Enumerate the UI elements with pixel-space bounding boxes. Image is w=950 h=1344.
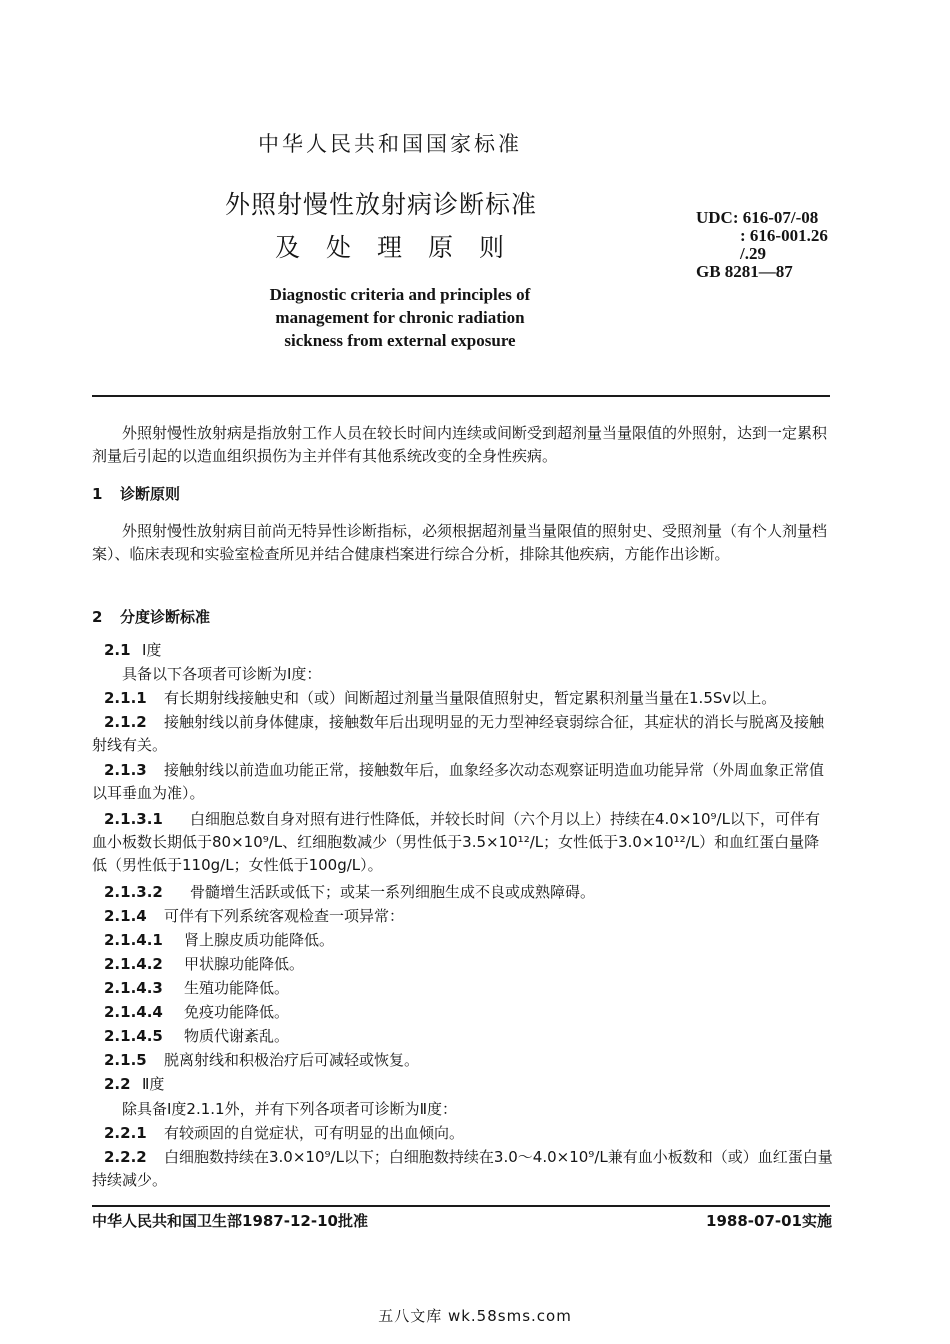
- item-text: 有较顽固的自觉症状，可有明显的出血倾向。: [164, 1124, 465, 1142]
- item-number: 2.1.4.2: [104, 955, 163, 973]
- list-item: [92, 1073, 834, 1096]
- item-number: 2.1.4.5: [104, 1027, 163, 1045]
- list-item: [92, 759, 834, 805]
- list-item: [92, 1025, 834, 1048]
- section2-number: 2: [92, 608, 103, 626]
- footer-divider: [92, 1205, 830, 1207]
- list-item: [92, 808, 834, 877]
- item-number: 2.1: [104, 641, 131, 659]
- approval-line: 中华人民共和国卫生部1987-12-10批准: [92, 1212, 368, 1230]
- item-number: 2.2: [104, 1075, 131, 1093]
- list-item: [92, 1098, 834, 1121]
- document-title-line2: 及处理原则: [275, 233, 531, 262]
- item-text: 白细胞总数自身对照有进行性降低，并较长时间（六个月以上）持续在4.0×10⁹/L以下，可伴有血小板数长期低于80×10⁹/L、红细胞数减少（男性低于3.5×10¹²/L；女性低于3.0×10¹²/L）和血红蛋白量降低（男性低于110g/L；女性低于100g/L）。: [92, 810, 820, 874]
- site-watermark: 五八文库 wk.58sms.com: [378, 1307, 572, 1325]
- item-number: 2.1.1: [104, 689, 147, 707]
- section1-body: 外照射慢性放射病目前尚无特异性诊断指标，必须根据超剂量当量限值的照射史、受照剂量（有个人剂量档案）、临床表现和实验室检查所见并结合健康档案进行综合分析，排除其他疾病，方能作出诊断。: [92, 522, 828, 563]
- list-item: [92, 929, 834, 952]
- item-number: 2.1.4.1: [104, 931, 163, 949]
- list-item: [92, 977, 834, 1000]
- gb-number: GB 8281—87: [696, 262, 793, 281]
- item-number: 2.2.1: [104, 1124, 147, 1142]
- list-item: [92, 711, 834, 757]
- english-title: [0, 283, 800, 352]
- list-item: [92, 905, 834, 928]
- item-text: Ⅰ度: [142, 641, 162, 659]
- item-text: 物质代谢紊乱。: [184, 1027, 290, 1045]
- document-title-line1: 外照射慢性放射病诊断标准: [225, 190, 538, 219]
- item-text: 脱离射线和积极治疗后可减轻或恢复。: [164, 1051, 420, 1069]
- item-text: 接触射线以前造血功能正常，接触数年后，血象经多次动态观察证明造血功能异常（外周血象正常值以耳垂血为准）。: [92, 761, 825, 802]
- item-number: 2.1.4.4: [104, 1003, 163, 1021]
- list-item: [92, 639, 834, 662]
- list-item: [92, 1146, 834, 1192]
- item-number: 2.1.3.1: [104, 810, 163, 828]
- section2-title: 分度诊断标准: [120, 608, 211, 626]
- list-item: [92, 953, 834, 976]
- item-number: 2.2.2: [104, 1148, 147, 1166]
- section1-number: 1: [92, 485, 103, 503]
- item-text: 生殖功能降低。: [184, 979, 290, 997]
- item-text: 甲状腺功能降低。: [184, 955, 305, 973]
- item-text: 除具备Ⅰ度2.1.1外，并有下列各项者可诊断为Ⅱ度：: [122, 1100, 457, 1118]
- effective-date: 1988-07-01实施: [706, 1212, 832, 1230]
- header-divider: [92, 395, 830, 397]
- item-number: 2.1.4.3: [104, 979, 163, 997]
- section2-heading: [92, 606, 210, 627]
- item-text: Ⅱ度: [142, 1075, 165, 1093]
- english-title-line2: management for chronic radiation: [275, 308, 525, 327]
- list-item: [92, 1049, 834, 1072]
- english-title-line1: Diagnostic criteria and principles of: [269, 285, 531, 304]
- item-text: 白细胞数持续在3.0×10⁹/L以下；白细胞数持续在3.0～4.0×10⁹/L兼有血小板数和（或）血红蛋白量持续减少。: [92, 1148, 833, 1189]
- item-number: 2.1.4: [104, 907, 147, 925]
- item-text: 接触射线以前身体健康，接触数年后出现明显的无力型神经衰弱综合征，其症状的消长与脱离及接触射线有关。: [92, 713, 825, 754]
- list-item: [92, 687, 834, 710]
- udc-line3: /.29: [740, 244, 766, 263]
- item-number: 2.1.2: [104, 713, 147, 731]
- item-text: 有长期射线接触史和（或）间断超过剂量当量限值照射史，暂定累积剂量当量在1.5Sv以上。: [164, 689, 777, 707]
- item-number: 2.1.5: [104, 1051, 147, 1069]
- section1-title: 诊断原则: [120, 485, 181, 503]
- item-number: 2.1.3: [104, 761, 147, 779]
- udc-line2: : 616-001.26: [740, 226, 828, 245]
- udc-line1: UDC: 616-07/-08: [696, 208, 819, 227]
- section1-heading: [92, 483, 180, 504]
- list-item: [92, 1001, 834, 1024]
- classification-block: [696, 209, 828, 281]
- item-text: 具备以下各项者可诊断为Ⅰ度：: [122, 665, 322, 683]
- item-text: 免疫功能降低。: [184, 1003, 290, 1021]
- list-item: [92, 881, 834, 904]
- item-text: 肾上腺皮质功能降低。: [184, 931, 335, 949]
- item-number: 2.1.3.2: [104, 883, 163, 901]
- list-item: [92, 663, 834, 686]
- item-text: 骨髓增生活跃或低下；或某一系列细胞生成不良或成熟障碍。: [190, 883, 596, 901]
- intro-paragraph: 外照射慢性放射病是指放射工作人员在较长时间内连续或间断受到超剂量当量限值的外照射，达到一定累积剂量后引起的以造血组织损伤为主并伴有其他系统改变的全身性疾病。: [92, 424, 828, 465]
- item-text: 可伴有下列系统客观检查一项异常：: [164, 907, 405, 925]
- country-standard-heading: 中华人民共和国国家标准: [258, 132, 522, 156]
- english-title-line3: sickness from external exposure: [284, 331, 516, 350]
- list-item: [92, 1122, 834, 1145]
